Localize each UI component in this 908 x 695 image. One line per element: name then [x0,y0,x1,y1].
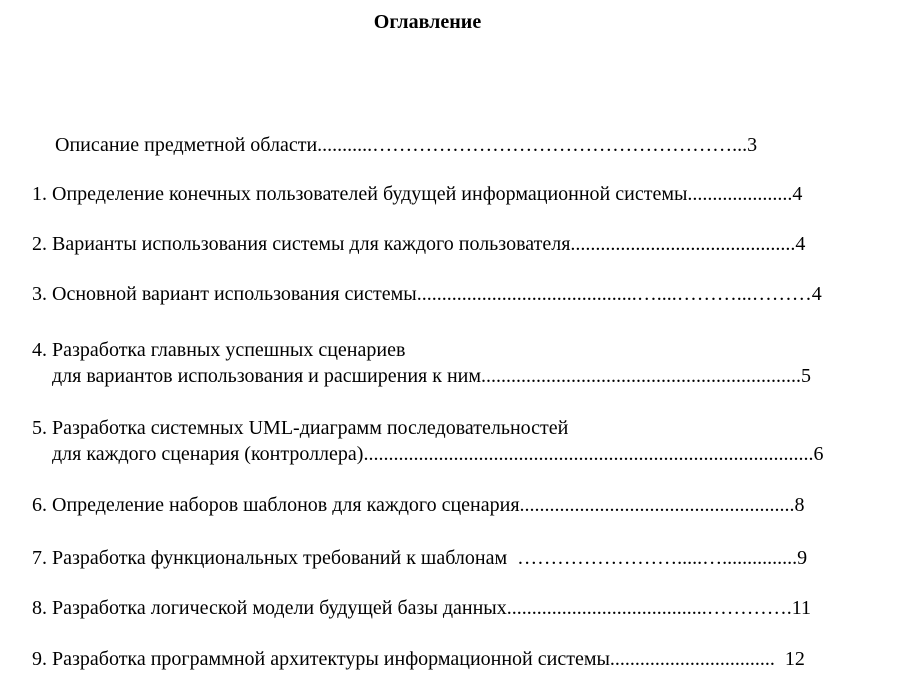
toc-entry-text: 9. Разработка программной архитектуры информационной системы................................. 12 [32,648,805,670]
toc-entry-text: 3. Основной вариант использования системы............................................…....………...………4 [32,283,822,305]
toc-entry-text: 6. Определение наборов шаблонов для каждого сценария.......................................................8 [32,494,805,516]
toc-title: Оглавление [373,11,482,33]
toc-entry-text: для каждого сценария (контроллера)..........................................................................................6 [32,443,824,465]
toc-entry-text: 4. Разработка главных успешных сценариев [32,339,406,361]
toc-entry-text: для вариантов использования и расширения к ним................................................................5 [32,365,812,387]
toc-entry-text: Описание предметной области...........………………………………………………...3 [40,134,758,156]
toc-entry-text: 8. Разработка логической модели будущей базы данных........................................………….11 [32,597,811,619]
toc-entry-text: 5. Разработка системных UML-диаграмм последовательностей [32,417,569,439]
toc-entry-text: 7. Разработка функциональных требований к шаблонам …………………….....…...............9 [32,547,808,569]
toc-entry-9 [12,623,805,695]
toc-entry-text: 2. Варианты использования системы для каждого пользователя.............................................4 [32,233,806,255]
toc-entry-text: 1. Определение конечных пользователей будущей информационной системы.....................4 [32,183,803,205]
